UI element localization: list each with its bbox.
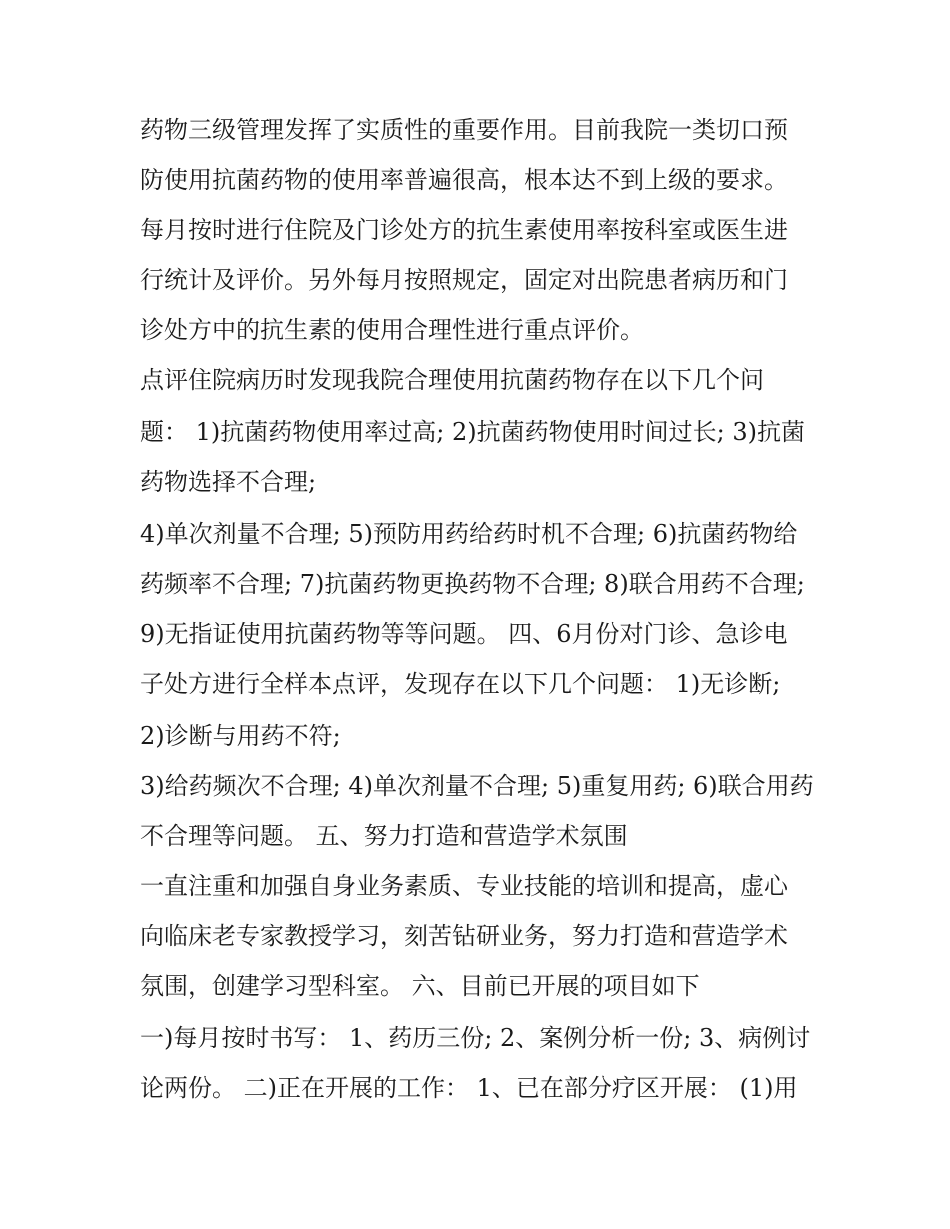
text-line: 一)每月按时书写： 1、药历三份; 2、案例分析一份; 3、病例讨	[140, 1024, 811, 1052]
text-line: 药物选择不合理;	[140, 468, 317, 496]
text-line: 子处方进行全样本点评，发现存在以下几个问题： 1)无诊断;	[140, 670, 781, 698]
text-line: 防使用抗菌药物的使用率普遍很高，根本达不到上级的要求。	[140, 166, 788, 194]
text-line: 题： 1)抗菌药物使用率过高; 2)抗菌药物使用时间过长; 3)抗菌	[140, 418, 805, 446]
text-line: 诊处方中的抗生素的使用合理性进行重点评价。	[140, 316, 644, 344]
text-line: 论两份。 二)正在开展的工作： 1、已在部分疗区开展： (1)用	[140, 1074, 798, 1102]
text-line: 点评住院病历时发现我院合理使用抗菌药物存在以下几个问	[140, 366, 764, 394]
text-line: 9)无指证使用抗菌药物等等问题。 四、6月份对门诊、急诊电	[140, 620, 788, 648]
text-line: 一直注重和加强自身业务素质、专业技能的培训和提高，虚心	[140, 872, 788, 900]
text-line: 2)诊断与用药不符;	[140, 722, 341, 750]
text-line: 药频率不合理; 7)抗菌药物更换药物不合理; 8)联合用药不合理;	[140, 570, 805, 598]
text-line: 向临床老专家教授学习，刻苦钻研业务，努力打造和营造学术	[140, 922, 788, 950]
text-line: 每月按时进行住院及门诊处方的抗生素使用率按科室或医生进	[140, 216, 788, 244]
text-line: 不合理等问题。 五、努力打造和营造学术氛围	[140, 822, 628, 850]
text-line: 药物三级管理发挥了实质性的重要作用。目前我院一类切口预	[140, 116, 788, 144]
text-line: 行统计及评价。另外每月按照规定，固定对出院患者病历和门	[140, 266, 788, 294]
text-line: 氛围，创建学习型科室。 六、目前已开展的项目如下	[140, 972, 700, 1000]
text-line: 4)单次剂量不合理; 5)预防用药给药时机不合理; 6)抗菌药物给	[140, 520, 798, 548]
text-line: 3)给药频次不合理; 4)单次剂量不合理; 5)重复用药; 6)联合用药	[140, 772, 814, 800]
